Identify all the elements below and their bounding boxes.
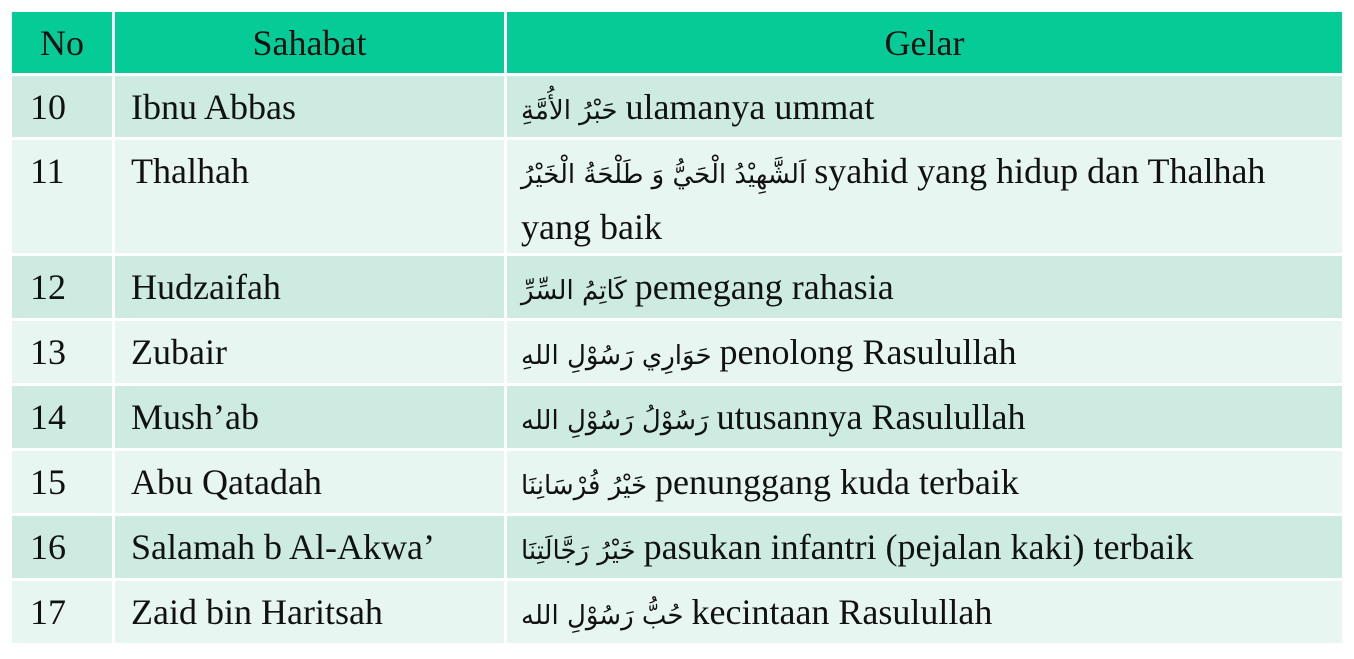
cell-no: 17 — [12, 581, 115, 643]
arabic-title: خَيْرُ فُرْسَانِنَا — [521, 471, 648, 501]
cell-sahabat: Zubair — [115, 321, 507, 383]
title-meaning: pemegang rahasia — [634, 267, 894, 307]
arabic-title: حَوَارِي رَسُوْلِ اللهِ — [521, 341, 712, 371]
arabic-title: حَبْرُ الأُمَّةِ — [521, 96, 618, 126]
table-row — [12, 321, 1342, 386]
table-row — [12, 76, 1342, 140]
cell-no: 11 — [12, 140, 115, 253]
title-meaning: pasukan infantri (pejalan kaki) terbaik — [643, 527, 1194, 567]
header-no: No — [12, 12, 115, 73]
arabic-title: رَسُوْلُ رَسُوْلِ الله — [521, 406, 709, 436]
arabic-title: كَاتِمُ السِّرِّ — [521, 276, 627, 306]
cell-gelar — [507, 581, 1342, 643]
cell-sahabat: Zaid bin Haritsah — [115, 581, 507, 643]
table-row — [12, 451, 1342, 516]
arabic-title: اَلشَّهِيْدُ الْحَيُّ وَ طَلْحَةُ الْخَيْرُ — [521, 160, 807, 190]
cell-no: 10 — [12, 76, 115, 137]
cell-gelar — [507, 321, 1342, 383]
cell-gelar — [507, 516, 1342, 578]
cell-no: 12 — [12, 256, 115, 318]
title-meaning: penunggang kuda terbaik — [655, 462, 1019, 502]
cell-gelar — [507, 451, 1342, 513]
cell-no: 16 — [12, 516, 115, 578]
cell-sahabat: Thalhah — [115, 140, 507, 253]
cell-no: 14 — [12, 386, 115, 448]
table-row — [12, 256, 1342, 321]
arabic-title: حُبُّ رَسُوْلِ الله — [521, 601, 684, 631]
header-sahabat: Sahabat — [115, 12, 507, 73]
arabic-title: خَيْرُ رَجَّالَتِنَا — [521, 536, 636, 566]
cell-sahabat: Ibnu Abbas — [115, 76, 507, 137]
cell-sahabat: Abu Qatadah — [115, 451, 507, 513]
title-meaning: utusannya Rasulullah — [716, 397, 1026, 437]
cell-no: 13 — [12, 321, 115, 383]
title-meaning: syahid yang hidup dan Thalhah yang baik — [521, 151, 1266, 247]
cell-no: 15 — [12, 451, 115, 513]
table-row — [12, 516, 1342, 581]
cell-sahabat: Hudzaifah — [115, 256, 507, 318]
cell-sahabat: Mush’ab — [115, 386, 507, 448]
table-row — [12, 386, 1342, 451]
title-meaning: kecintaan Rasulullah — [691, 592, 993, 632]
title-meaning: ulamanya ummat — [625, 87, 875, 127]
table-row — [12, 581, 1342, 643]
title-meaning: penolong Rasulullah — [719, 332, 1017, 372]
cell-sahabat: Salamah b Al-Akwa’ — [115, 516, 507, 578]
header-gelar: Gelar — [884, 22, 965, 63]
cell-gelar — [507, 140, 1342, 253]
cell-gelar — [507, 76, 1342, 137]
table-header — [12, 12, 1342, 76]
sahabat-table — [12, 12, 1342, 643]
cell-gelar — [507, 256, 1342, 318]
cell-gelar — [507, 386, 1342, 448]
table-row — [12, 140, 1342, 256]
